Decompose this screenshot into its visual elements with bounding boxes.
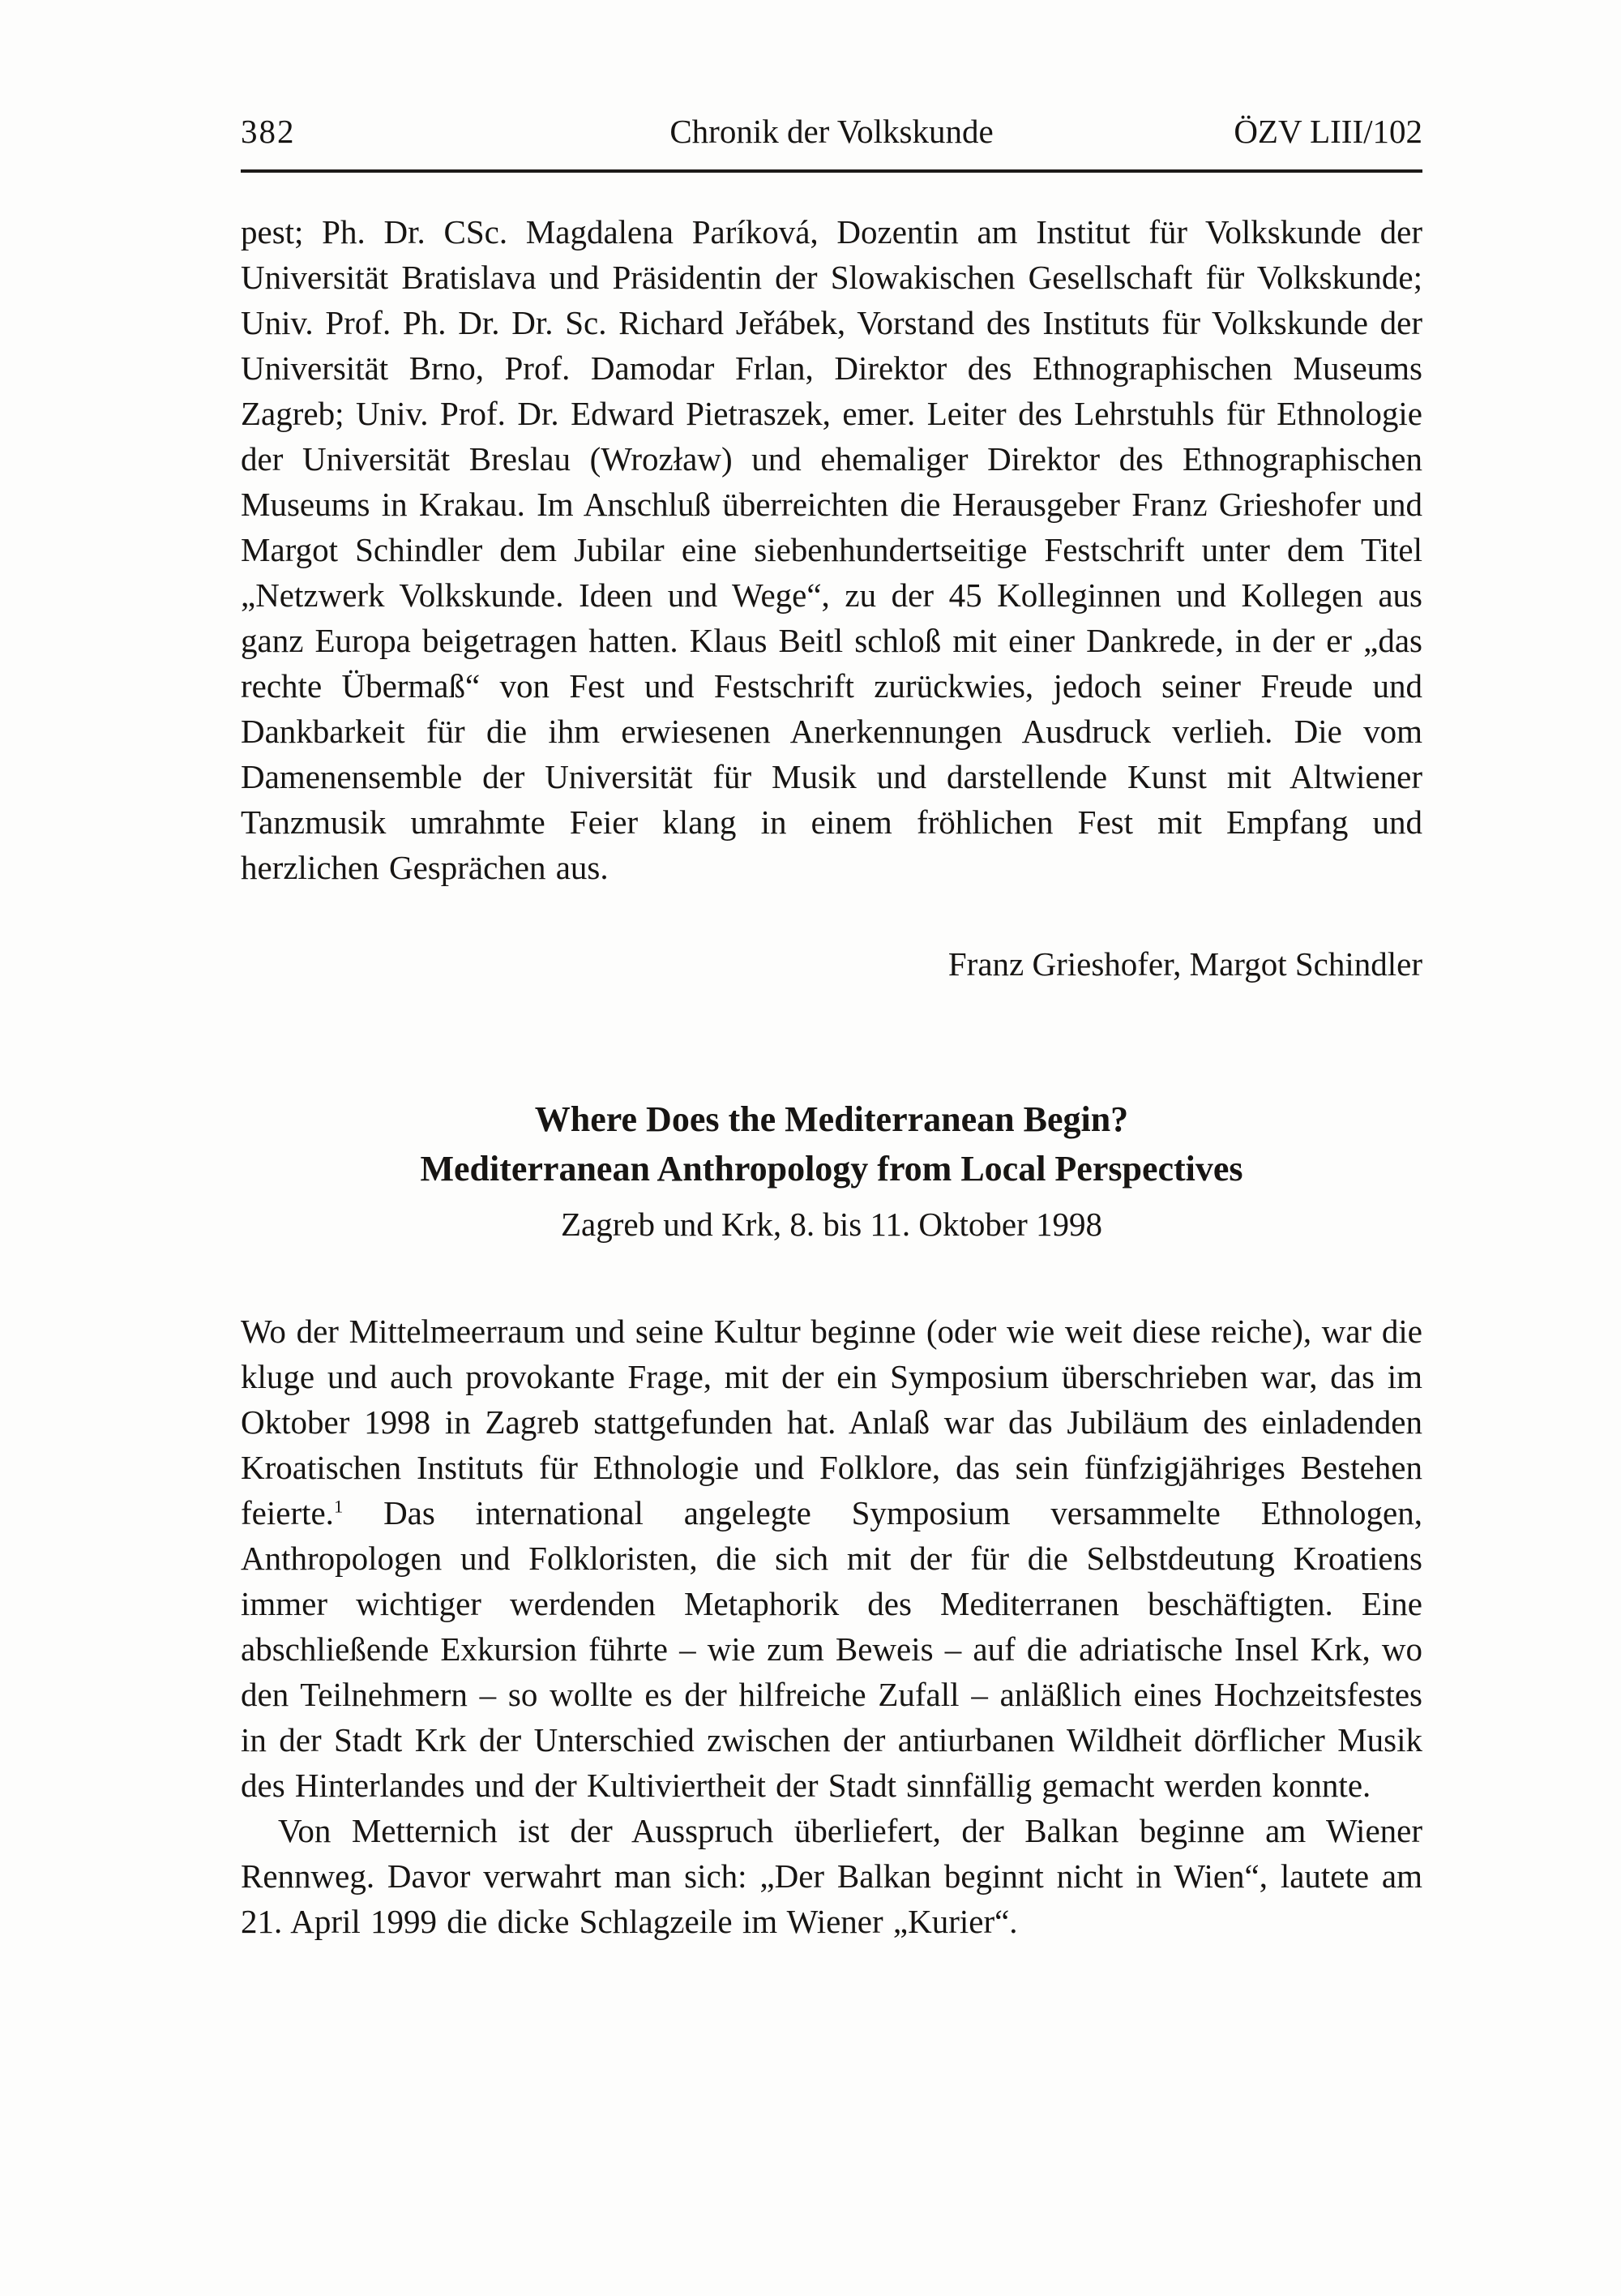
symposium-paragraph-1-text-a: Wo der Mittelmeerraum und seine Kultur beginne (oder wie weit diese reiche), war die kluge und auch provokante Frage, mit der ein Symposium überschrieben war, das im Oktober 1998 in Zagreb stattgefunden hat. Anlaß war das Jubiläum des einladenden Kroatischen Instituts für Ethnologie und Folklore, das sein fünfzigjähriges Bestehen feierte. xyxy=(241,1313,1422,1531)
chronicle-signature-text: Franz Grieshofer, Margot Schindler xyxy=(947,945,1422,983)
chronicle-signature xyxy=(241,944,1422,984)
symposium-heading xyxy=(241,1094,1422,1249)
symposium-paragraph-1 xyxy=(241,1309,1422,1808)
symposium-title-line1: Where Does the Mediterranean Begin? xyxy=(534,1099,1129,1139)
journal-reference: ÖZV LIII/102 xyxy=(1234,113,1422,150)
running-title: Chronik der Volkskunde xyxy=(669,113,994,150)
page-header xyxy=(241,112,1422,151)
symposium-paragraph-1-text-b: Das international angelegte Symposium versammelte Ethnologen, Anthropologen und Folkloristen, die sich mit der für die Selbstdeutung Kroatiens immer wichtiger werdenden Metaphorik des Mediterranen beschäftigten. Eine abschließende Exkursion führte – wie zum Beweis – auf die adriatische Insel Krk, wo den Teilnehmern – so wollte es der hilfreiche Zufall – anläßlich eines Hochzeitsfestes in der Stadt Krk der Unterschied zwischen der antiurbanen Wildheit dörflicher Musik des Hinterlandes und der Kultiviertheit der Stadt sinnfällig gemacht werden konnte. xyxy=(241,1494,1422,1804)
header-rule xyxy=(241,169,1422,173)
footnote-marker-1: 1 xyxy=(333,1496,344,1517)
chronicle-body-text: pest; Ph. Dr. CSc. Magdalena Paríková, Dozentin am Institut für Volkskunde der Universität Bratislava und Präsidentin der Slowakischen Gesellschaft für Volkskunde; Univ. Prof. Ph. Dr. Dr. Sc. Richard Jeřábek, Vorstand des Instituts für Volkskunde der Universität Brno, Prof. Damodar Frlan, Direktor des Ethnographischen Museums Zagreb; Univ. Prof. Dr. Edward Pietraszek, emer. Leiter des Lehrstuhls für Ethnologie der Universität Breslau (Wrozław) und ehemaliger Direktor des Ethnographischen Museums in Krakau. Im Anschluß überreichten die Herausgeber Franz Grieshofer und Margot Schindler dem Jubilar eine siebenhundertseitige Festschrift unter dem Titel „Netzwerk Volkskunde. Ideen und Wege“, zu der 45 Kolleginnen und Kollegen aus ganz Europa beigetragen hatten. Klaus Beitl schloß mit einer Dankrede, in der er „das rechte Übermaß“ von Fest und Festschrift zurückwies, jedoch seiner Freude und Dankbarkeit für die ihm erwiesenen Anerkennungen Ausdruck verlieh. Die vom Damenensemble der Universität für Musik und darstellende Kunst mit Altwiener Tanzmusik umrahmte Feier klang in einem fröhlichen Fest mit Empfang und herzlichen Gesprächen aus. xyxy=(241,213,1422,886)
symposium-subtitle: Zagreb und Krk, 8. bis 11. Oktober 1998 xyxy=(560,1206,1103,1243)
page-number: 382 xyxy=(241,113,296,150)
symposium-body xyxy=(241,1309,1422,1944)
chronicle-body-paragraph xyxy=(241,209,1422,890)
symposium-title-line2: Mediterranean Anthropology from Local Perspectives xyxy=(420,1149,1243,1189)
symposium-paragraph-2: Von Metternich ist der Ausspruch überliefert, der Balkan beginne am Wiener Rennweg. Davor verwahrt man sich: „Der Balkan beginnt nicht in Wien“, lautete am 21. April 1999 die dicke Schlagzeile im Wiener „Kurier“. xyxy=(241,1812,1422,1940)
